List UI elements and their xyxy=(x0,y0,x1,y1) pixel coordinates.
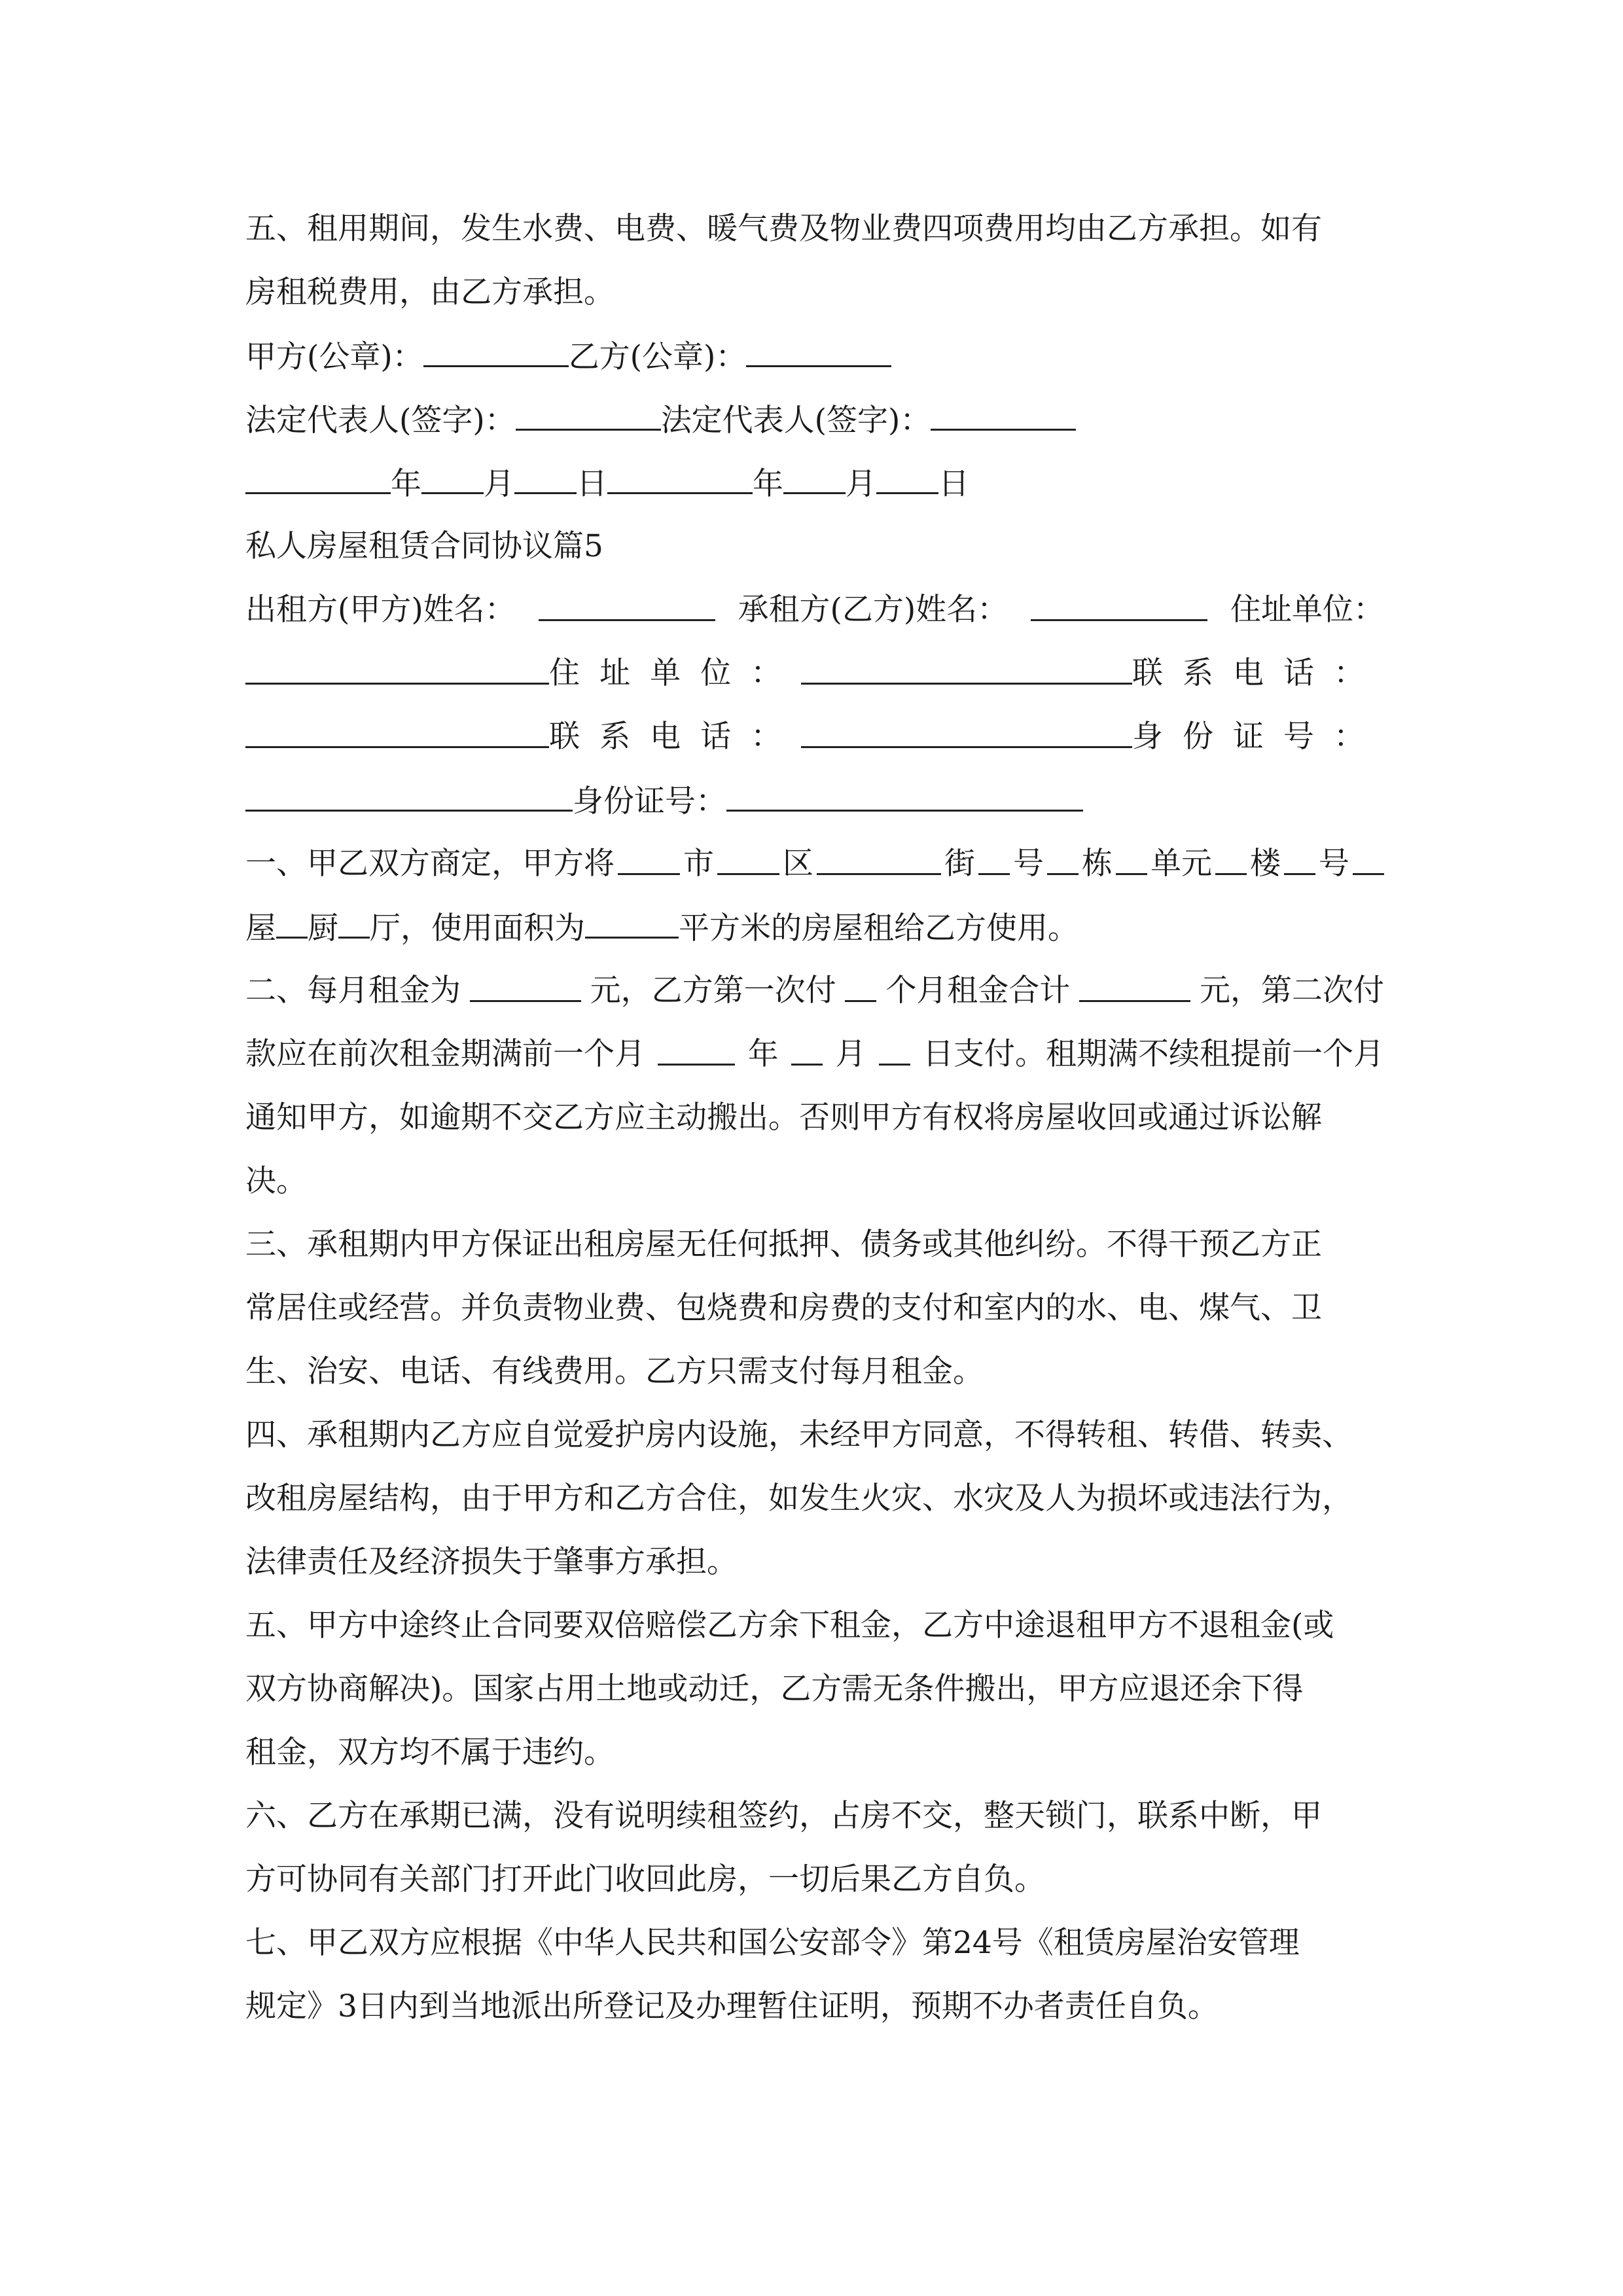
clause-5-line-2 xyxy=(245,1670,1384,1709)
lessor-name-label: 出租方(甲方)姓名： xyxy=(245,592,516,628)
text: 生、治安、电话、有线费用。乙方只需支付每月租金。 xyxy=(245,1354,984,1390)
blank xyxy=(658,1035,735,1066)
representative-line xyxy=(245,400,1384,439)
month-label: 月 xyxy=(484,466,514,502)
blank xyxy=(276,908,308,939)
contract-heading xyxy=(245,527,1384,566)
date-line xyxy=(245,463,1384,503)
clause-5-line-3 xyxy=(245,1733,1384,1772)
lessee-name-label: 承租方(乙方)姓名： xyxy=(738,592,1008,628)
text: 常居住或经营。并负责物业费、包烧费和房费的支付和室内的水、电、煤气、卫 xyxy=(245,1290,1322,1326)
section-5-line-2 xyxy=(245,273,1384,312)
clause-1-line-2 xyxy=(245,908,1384,947)
day-label: 日 xyxy=(938,466,969,502)
blank xyxy=(539,590,715,621)
month-label: 月 xyxy=(846,466,876,502)
blank xyxy=(978,844,1010,875)
blank xyxy=(607,463,753,494)
blank xyxy=(879,1035,910,1066)
text: 六、乙方在承期已满，没有说明续租签约，占房不交，整天锁门，联系中断，甲 xyxy=(245,1798,1322,1834)
clause-2-line-3 xyxy=(245,1098,1384,1138)
text: 元，第二次付 xyxy=(1199,973,1384,1009)
phone-line xyxy=(245,717,1384,757)
clause-6-line-2 xyxy=(245,1860,1384,1899)
blank xyxy=(423,336,569,367)
blank xyxy=(801,717,1132,748)
clause-3-line-3 xyxy=(245,1352,1384,1391)
blank xyxy=(1079,971,1190,1002)
seal-line xyxy=(245,336,1384,376)
clause-2-line-4 xyxy=(245,1162,1384,1201)
phone-label: 联系电话： xyxy=(549,719,802,755)
blank xyxy=(876,463,938,494)
clause-4-line-2 xyxy=(245,1479,1384,1518)
clause-4-line-3 xyxy=(245,1543,1384,1582)
rep-b-label: 法定代表人(签字)： xyxy=(660,403,931,439)
text: 四、承租期内乙方应自觉爱护房内设施，未经甲方同意，不得转租、转借、转卖、 xyxy=(245,1417,1353,1453)
address-line xyxy=(245,654,1384,693)
blank xyxy=(421,463,484,494)
clause-7-line-2 xyxy=(245,1987,1384,2026)
text: 房租税费用，由乙方承担。 xyxy=(245,274,615,310)
year-label: 年 xyxy=(391,466,421,502)
id-label: 身份证号： xyxy=(573,783,726,819)
text: 个月租金合计 xyxy=(885,973,1071,1009)
text: 号 xyxy=(1319,846,1349,882)
blank xyxy=(618,844,680,875)
text: 年 xyxy=(747,1036,779,1072)
text: 改租房屋结构，由于甲方和乙方合住，如发生火灾、水灾及人为损坏或违法行为， xyxy=(245,1480,1353,1516)
clause-2-line-2 xyxy=(245,1035,1384,1074)
blank xyxy=(338,908,370,939)
section-5-line-1 xyxy=(245,209,1384,249)
text: 厨 xyxy=(308,910,338,946)
blank xyxy=(817,844,941,875)
text: 法律责任及经济损失于肇事方承担。 xyxy=(245,1544,738,1580)
party-a-seal-label: 甲方(公章)： xyxy=(245,339,423,375)
clause-6-line-1 xyxy=(245,1797,1384,1836)
text: 区 xyxy=(783,846,813,882)
text: 三、承租期内甲方保证出租房屋无任何抵押、债务或其他纠纷。不得干预乙方正 xyxy=(245,1227,1322,1263)
clause-2-line-1 xyxy=(245,971,1384,1011)
blank xyxy=(245,781,573,812)
phone-label: 联系电话： xyxy=(1132,655,1384,691)
text: 日支付。租期满不续租提前一个月 xyxy=(922,1036,1384,1072)
clause-4-line-1 xyxy=(245,1416,1384,1455)
blank xyxy=(726,781,1083,812)
text: 单元 xyxy=(1150,846,1212,882)
text: 二、每月租金为 xyxy=(245,973,461,1009)
blank xyxy=(245,717,549,748)
clause-3-line-2 xyxy=(245,1289,1384,1328)
text: 月 xyxy=(835,1036,866,1072)
text: 号 xyxy=(1013,846,1044,882)
text: 五、甲方中途终止合同要双倍赔偿乙方余下租金，乙方中途退租甲方不退租金(或 xyxy=(245,1607,1334,1643)
names-line xyxy=(245,590,1384,630)
blank xyxy=(1353,844,1384,875)
text: 栋 xyxy=(1082,846,1113,882)
text: 楼 xyxy=(1250,846,1281,882)
blank xyxy=(1116,844,1147,875)
blank xyxy=(245,654,549,685)
year-label: 年 xyxy=(753,466,783,502)
clause-7-line-1 xyxy=(245,1924,1384,1963)
text: 方可协同有关部门打开此门收回此房，一切后果乙方自负。 xyxy=(245,1861,1045,1897)
text: 街 xyxy=(944,846,975,882)
text: 通知甲方，如逾期不交乙方应主动搬出。否则甲方有权将房屋收回或通过诉讼解 xyxy=(245,1100,1322,1136)
blank xyxy=(516,400,661,431)
blank xyxy=(931,400,1076,431)
rep-a-label: 法定代表人(签字)： xyxy=(245,403,516,439)
text: 五、租用期间，发生水费、电费、暖气费及物业费四项费用均由乙方承担。如有 xyxy=(245,211,1322,247)
blank xyxy=(1047,844,1079,875)
clause-1-line-1 xyxy=(245,844,1384,884)
address-label: 住址单位： xyxy=(1230,592,1384,628)
day-label: 日 xyxy=(577,466,607,502)
text: 平方米的房屋租给乙方使用。 xyxy=(679,910,1079,946)
blank xyxy=(245,463,391,494)
blank xyxy=(783,463,846,494)
text: 厅，使用面积为 xyxy=(370,910,585,946)
clause-3-line-1 xyxy=(245,1225,1384,1265)
text: 款应在前次租金期满前一个月 xyxy=(245,1036,645,1072)
blank xyxy=(845,971,876,1002)
text: 决。 xyxy=(245,1163,307,1199)
clause-5-line-1 xyxy=(245,1606,1384,1645)
text: 租金，双方均不属于违约。 xyxy=(245,1734,615,1770)
blank xyxy=(1284,844,1315,875)
text: 七、甲乙双方应根据《中华人民共和国公安部令》第24号《租赁房屋治安管理 xyxy=(245,1925,1300,1961)
blank xyxy=(746,336,891,367)
text: 市 xyxy=(683,846,714,882)
text: 一、甲乙双方商定，甲方将 xyxy=(245,846,615,882)
id-line xyxy=(245,781,1384,820)
blank xyxy=(470,971,581,1002)
party-b-seal-label: 乙方(公章)： xyxy=(568,339,747,375)
address-label: 住址单位： xyxy=(549,655,802,691)
text: 双方协商解决)。国家占用土地或动迁，乙方需无条件搬出，甲方应退还余下得 xyxy=(245,1671,1304,1707)
id-label: 身份证号： xyxy=(1132,719,1384,755)
blank xyxy=(791,1035,823,1066)
blank xyxy=(801,654,1132,685)
text: 规定》3日内到当地派出所登记及办理暂住证明，预期不办者责任自负。 xyxy=(245,1988,1219,2024)
text: 元，乙方第一次付 xyxy=(590,973,836,1009)
blank xyxy=(1031,590,1207,621)
text: 屋 xyxy=(245,910,276,946)
blank xyxy=(585,908,679,939)
heading-text: 私人房屋租赁合同协议篇5 xyxy=(245,528,603,564)
blank xyxy=(514,463,577,494)
blank xyxy=(1215,844,1247,875)
blank xyxy=(717,844,779,875)
